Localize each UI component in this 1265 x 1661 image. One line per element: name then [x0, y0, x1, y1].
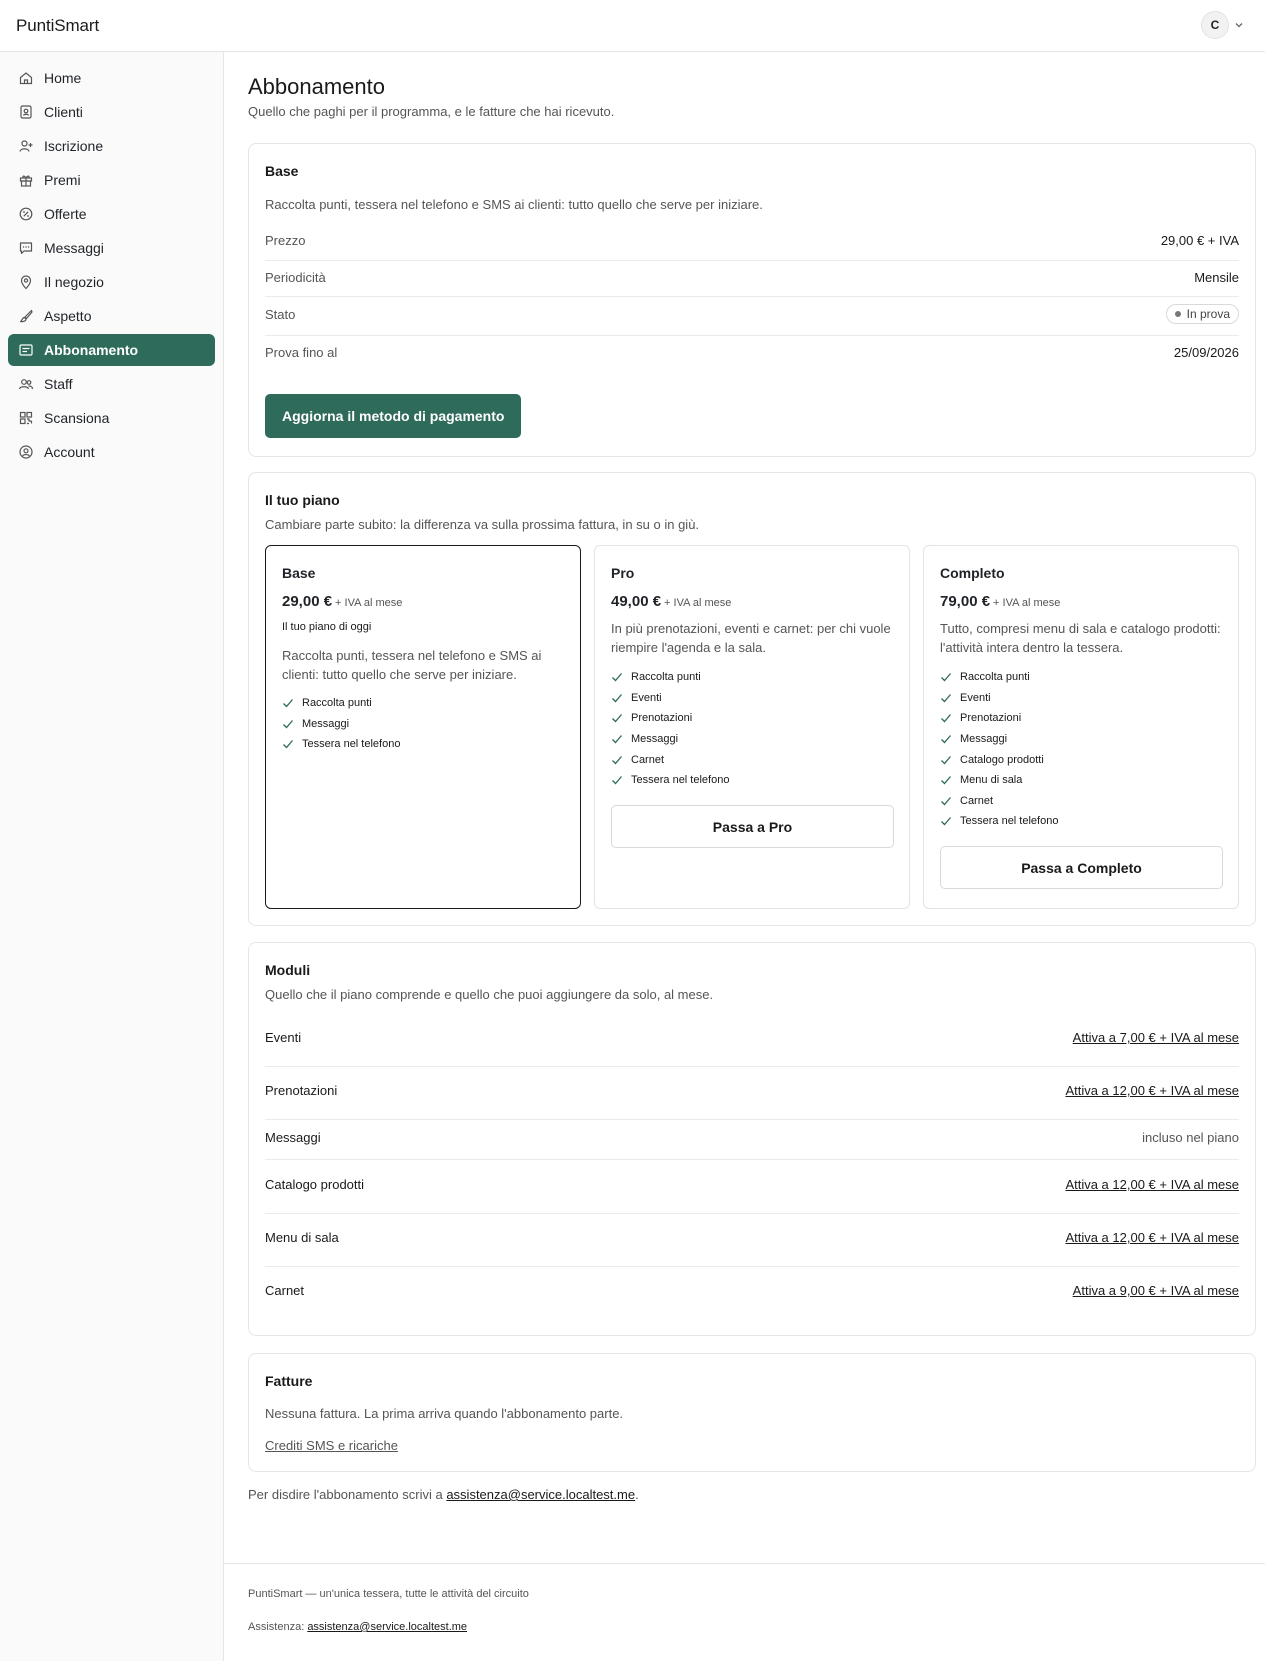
sidebar-item-home[interactable]	[8, 62, 215, 94]
status-badge	[1166, 304, 1239, 324]
switch-to-pro-button[interactable]: Passa a Pro	[611, 805, 894, 848]
plan-description: Tutto, compresi menu di sala e catalogo prodotti: l'attività intera dentro la tessera.	[940, 621, 1221, 655]
module-row	[265, 1083, 1239, 1098]
module-name: Menu di sala	[265, 1230, 339, 1245]
feature-item: Tessera nel telefono	[282, 734, 400, 755]
check-icon	[940, 795, 952, 807]
cancel-text: Per disdire l'abbonamento scrivi a	[248, 1487, 443, 1502]
footer-support-label: Assistenza:	[248, 1621, 305, 1633]
period-row	[265, 270, 1239, 285]
contacts-icon	[18, 104, 34, 120]
support-email-link[interactable]: assistenza@service.localtest.me	[446, 1487, 636, 1502]
sidebar-item-account[interactable]	[8, 436, 215, 468]
check-icon	[940, 712, 952, 724]
home-icon	[18, 70, 34, 86]
price-label: Prezzo	[265, 233, 306, 248]
plan-price-amount: 49,00 €	[611, 593, 662, 610]
feature-item: Raccolta punti	[611, 667, 729, 688]
sidebar-item-clienti[interactable]	[8, 96, 215, 128]
activate-module-link[interactable]: Attiva a 12,00 € + IVA al mese	[1065, 1083, 1239, 1098]
sidebar-item-label: Iscrizione	[44, 138, 104, 154]
feature-item: Tessera nel telefono	[940, 811, 1058, 832]
sidebar-item-label: Aspetto	[44, 308, 92, 324]
check-icon	[282, 738, 294, 750]
plan-price	[282, 593, 402, 610]
divider	[265, 1066, 1239, 1067]
sidebar-item-aspetto[interactable]	[8, 300, 215, 332]
sidebar-item-label: Clienti	[44, 104, 83, 120]
price-value: 29,00 € + IVA	[1160, 233, 1239, 248]
map-pin-icon	[18, 274, 34, 290]
plan-name: Base	[282, 565, 316, 581]
plan-price	[611, 593, 731, 610]
top-bar	[0, 0, 1265, 52]
percent-badge-icon	[18, 206, 34, 222]
check-icon	[611, 692, 623, 704]
users-icon	[18, 376, 34, 392]
check-icon	[611, 774, 623, 786]
module-row	[265, 1230, 1239, 1245]
trial-end-row	[265, 345, 1239, 360]
plan-features	[940, 667, 1058, 832]
brand-logo[interactable]: PuntiSmart	[16, 16, 100, 35]
activate-module-link[interactable]: Attiva a 12,00 € + IVA al mese	[1065, 1230, 1239, 1245]
check-icon	[940, 774, 952, 786]
user-menu[interactable]	[1201, 11, 1245, 39]
sidebar-item-label: Messaggi	[44, 240, 104, 256]
feature-item: Eventi	[611, 688, 729, 709]
feature-item: Menu di sala	[940, 770, 1058, 791]
divider	[265, 1213, 1239, 1214]
sidebar-item-abbonamento[interactable]	[8, 334, 215, 366]
feature-item: Messaggi	[940, 729, 1058, 750]
plan-option-base	[265, 545, 581, 909]
check-icon	[611, 712, 623, 724]
cancel-note	[248, 1487, 639, 1502]
plan-section-description: Cambiare parte subito: la differenza va sulla prossima fattura, in su o in giù.	[265, 517, 700, 532]
footer-support	[248, 1621, 467, 1633]
switch-to-completo-button[interactable]: Passa a Completo	[940, 846, 1223, 889]
status-label: Stato	[265, 306, 296, 322]
sidebar-item-label: Il negozio	[44, 274, 104, 290]
plan-description: Raccolta punti, tessera nel telefono e SMS ai clienti: tutto quello che serve per iniziare.	[282, 648, 542, 682]
check-icon	[940, 815, 952, 827]
check-icon	[940, 692, 952, 704]
subscription-description: Raccolta punti, tessera nel telefono e SMS ai clienti: tutto quello che serve per iniziare.	[265, 197, 763, 212]
divider	[265, 1119, 1239, 1120]
invoices-title: Fatture	[265, 1373, 313, 1389]
feature-item: Prenotazioni	[940, 708, 1058, 729]
footer	[224, 1563, 1265, 1661]
divider	[265, 1159, 1239, 1160]
trial-end-value: 25/09/2026	[1173, 345, 1239, 360]
module-name: Eventi	[265, 1030, 302, 1045]
feature-item: Raccolta punti	[940, 667, 1058, 688]
feature-item: Messaggi	[282, 714, 400, 735]
invoices-empty-message: Nessuna fattura. La prima arriva quando l'abbonamento parte.	[265, 1406, 624, 1421]
sidebar-item-label: Home	[44, 70, 82, 86]
module-included-status: incluso nel piano	[1142, 1130, 1239, 1145]
account-circle-icon	[18, 444, 34, 460]
plan-description: In più prenotazioni, eventi e carnet: per chi vuole riempire l'agenda e la sala.	[611, 621, 891, 655]
sidebar	[0, 52, 224, 1661]
footer-tagline: PuntiSmart — un'unica tessera, tutte le attività del circuito	[248, 1588, 529, 1600]
module-row	[265, 1030, 1239, 1045]
status-badge-label: In prova	[1186, 307, 1230, 321]
check-icon	[940, 754, 952, 766]
check-icon	[940, 733, 952, 745]
qr-icon	[18, 410, 34, 426]
divider	[265, 335, 1239, 336]
plan-price-amount: 79,00 €	[940, 593, 991, 610]
check-icon	[611, 754, 623, 766]
invoices-card	[248, 1353, 1256, 1472]
sidebar-item-label: Account	[44, 444, 95, 460]
check-icon	[611, 733, 623, 745]
plan-features	[282, 693, 400, 755]
sidebar-item-label: Staff	[44, 376, 73, 392]
divider	[265, 1266, 1239, 1267]
gift-icon	[18, 172, 34, 188]
modules-card	[248, 942, 1256, 1336]
message-icon	[18, 240, 34, 256]
sidebar-item-label: Offerte	[44, 206, 87, 222]
check-icon	[282, 718, 294, 730]
sms-credits-link[interactable]: Crediti SMS e ricariche	[265, 1438, 398, 1453]
plan-price-unit: + IVA al mese	[993, 597, 1061, 609]
module-name: Carnet	[265, 1283, 305, 1298]
subscription-title: Base	[265, 163, 299, 179]
sidebar-item-staff[interactable]	[8, 368, 215, 400]
update-payment-method-button[interactable]: Aggiorna il metodo di pagamento	[265, 394, 521, 438]
feature-item: Eventi	[940, 688, 1058, 709]
price-row	[265, 233, 1239, 248]
cancel-suffix: .	[635, 1487, 639, 1502]
plan-card	[248, 472, 1256, 926]
feature-item: Carnet	[611, 749, 729, 770]
sidebar-item-messaggi[interactable]	[8, 232, 215, 264]
sidebar-item-premi[interactable]	[8, 164, 215, 196]
sidebar-item-iscrizione[interactable]	[8, 130, 215, 162]
user-plus-icon	[18, 138, 34, 154]
plan-name: Completo	[940, 565, 1005, 581]
current-plan-label: Il tuo piano di oggi	[282, 621, 372, 633]
plan-price	[940, 593, 1060, 610]
trial-end-label: Prova fino al	[265, 345, 338, 360]
activate-module-link[interactable]: Attiva a 12,00 € + IVA al mese	[1065, 1177, 1239, 1192]
period-label: Periodicità	[265, 270, 326, 285]
sidebar-item-label: Premi	[44, 172, 81, 188]
module-row	[265, 1283, 1239, 1298]
feature-item: Raccolta punti	[282, 693, 400, 714]
divider	[265, 296, 1239, 297]
brush-icon	[18, 308, 34, 324]
modules-description: Quello che il piano comprende e quello che puoi aggiungere da solo, al mese.	[265, 987, 714, 1002]
plan-section-title: Il tuo piano	[265, 492, 340, 508]
sidebar-nav	[0, 52, 223, 468]
divider	[265, 260, 1239, 261]
plan-price-amount: 29,00 €	[282, 593, 333, 610]
status-row	[265, 304, 1239, 324]
activate-module-link[interactable]: Attiva a 9,00 € + IVA al mese	[1072, 1283, 1239, 1298]
sidebar-item-label: Abbonamento	[44, 342, 139, 358]
module-name: Messaggi	[265, 1130, 321, 1145]
plan-features	[611, 667, 729, 791]
period-value: Mensile	[1194, 270, 1239, 285]
modules-title: Moduli	[265, 962, 311, 978]
feature-item: Catalogo prodotti	[940, 749, 1058, 770]
plan-price-unit: + IVA al mese	[335, 597, 403, 609]
sidebar-item-offerte[interactable]	[8, 198, 215, 230]
page-subtitle: Quello che paghi per il programma, e le fatture che hai ricevuto.	[248, 104, 615, 119]
chevron-down-icon	[1233, 19, 1245, 31]
module-row	[265, 1177, 1239, 1192]
plan-option-completo	[923, 545, 1239, 909]
module-row	[265, 1130, 1239, 1145]
module-name: Catalogo prodotti	[265, 1177, 365, 1192]
avatar[interactable]: C	[1201, 11, 1229, 39]
status-dot-icon	[1175, 311, 1181, 317]
footer-support-email-link[interactable]: assistenza@service.localtest.me	[307, 1621, 468, 1633]
plan-name: Pro	[611, 565, 635, 581]
sidebar-item-il-negozio[interactable]	[8, 266, 215, 298]
page-title: Abbonamento	[248, 74, 385, 99]
feature-item: Messaggi	[611, 729, 729, 750]
feature-item: Carnet	[940, 791, 1058, 812]
feature-item: Tessera nel telefono	[611, 770, 729, 791]
module-name: Prenotazioni	[265, 1083, 338, 1098]
subscription-card	[248, 143, 1256, 457]
check-icon	[940, 671, 952, 683]
receipt-icon	[18, 342, 34, 358]
plan-option-pro	[594, 545, 910, 909]
plan-price-unit: + IVA al mese	[664, 597, 732, 609]
check-icon	[282, 697, 294, 709]
feature-item: Prenotazioni	[611, 708, 729, 729]
activate-module-link[interactable]: Attiva a 7,00 € + IVA al mese	[1072, 1030, 1239, 1045]
check-icon	[611, 671, 623, 683]
sidebar-item-scansiona[interactable]	[8, 402, 215, 434]
sidebar-item-label: Scansiona	[44, 410, 110, 426]
